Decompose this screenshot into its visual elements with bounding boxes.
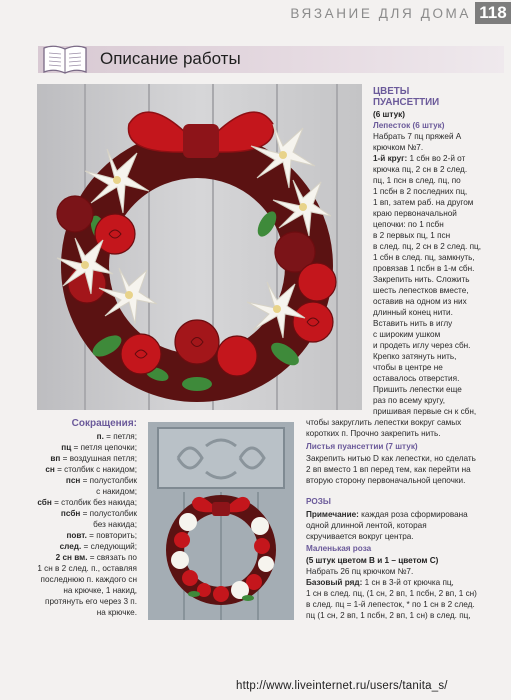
abbreviation-item xyxy=(0,519,137,531)
wreath-photo xyxy=(37,84,362,410)
leaves-line: вторую сторону первоначальной цепочки. xyxy=(306,476,466,485)
round1-line: оставив на одном из них xyxy=(373,297,467,306)
base-row-label: Базовый ряд: xyxy=(306,578,363,587)
abbr-key: пц xyxy=(61,443,72,452)
leaves-title: Листья пуансеттии (7 штук) xyxy=(306,442,418,451)
round1-line: и продеть иглу через сбн. xyxy=(373,341,471,350)
book-icon xyxy=(40,42,90,76)
abbr-value: = следующий; xyxy=(81,542,137,551)
abbreviation-item xyxy=(0,607,137,619)
round1-line: оставалось отверстия. xyxy=(373,374,460,383)
abbr-value: = полустолбик xyxy=(80,509,137,518)
crochet-wreath-illustration xyxy=(37,84,362,410)
abbreviation-item xyxy=(0,508,137,520)
running-title: ВЯЗАНИЕ ДЛЯ ДОМА xyxy=(290,6,471,21)
round1-line: длинный конец нити. xyxy=(373,308,453,317)
petal-finish-line: чтобы закруглить лепестки вокруг самых xyxy=(306,418,462,427)
abbr-key: псбн xyxy=(60,509,81,518)
abbreviation-item xyxy=(0,552,137,564)
small-rose-cast: Набрать 26 пц крючком №7. xyxy=(306,567,414,576)
round1-line: пришивая первые сн к сбн, xyxy=(373,407,477,416)
roses-note xyxy=(306,509,508,521)
door-wreath-illustration xyxy=(148,422,294,620)
wreath-on-door-photo xyxy=(148,422,294,620)
abbr-value: с накидом; xyxy=(96,487,137,496)
roses-heading: РОЗЫ xyxy=(306,497,331,506)
round1-line: чтобы в центре не xyxy=(373,363,443,372)
poinsettia-heading-2: ПУАНСЕТТИИ xyxy=(373,97,440,108)
small-rose-title: Маленькая роза xyxy=(306,544,372,553)
abbreviations-title: Сокращения: xyxy=(71,418,137,429)
round1-first: 1 сбн во 2-й от xyxy=(407,154,466,163)
abbr-value: = повторить; xyxy=(86,531,137,540)
round1-line: раз по всему кругу, xyxy=(373,396,445,405)
abbr-value: без накида; xyxy=(93,520,137,529)
round1-line: Вставить нить в иглу xyxy=(373,319,453,328)
abbreviation-item xyxy=(0,497,137,509)
abbr-key: сбн xyxy=(37,498,52,507)
abbreviation-item xyxy=(0,541,137,553)
round1-label: 1-й круг: xyxy=(373,154,408,163)
abbr-key: вп xyxy=(50,454,61,463)
petal-line: Набрать 7 пц пряжей А xyxy=(373,132,462,141)
base-row-line: 1 сн в след. пц, (1 сн, 2 вп, 1 псбн, 2 вп, 1 сн) xyxy=(306,589,477,598)
abbr-value: = петля цепочки; xyxy=(71,443,137,452)
section-title: Описание работы xyxy=(100,49,241,68)
round1-line: Крепко затянуть нить, xyxy=(373,352,457,361)
round1-line: в след. пц, 2 сн в 2 след. пц, xyxy=(373,242,482,251)
abbr-value: 1 сн в 2 след. п., оставляя xyxy=(37,564,137,573)
abbreviation-item xyxy=(0,453,137,465)
round1-line: 1 псбн в 2 последних пц, xyxy=(373,187,468,196)
abbr-key: 2 сн вм. xyxy=(55,553,88,562)
abbreviation-item xyxy=(0,464,137,476)
watermark-url: http://www.liveinternet.ru/users/tanita_s/ xyxy=(236,680,448,692)
petal-line: крючком №7. xyxy=(373,143,424,152)
petal-finish-line: коротких п. Прочно закрепить нить. xyxy=(306,429,441,438)
round1-line: 1 вп, затем раб. на другом xyxy=(373,198,474,207)
round1-line: Закрепить нить. Сложить xyxy=(373,275,470,284)
abbr-key: псн xyxy=(65,476,81,485)
round1-line: пц, 1 псн в след. пц, по xyxy=(373,176,461,185)
abbr-value: = петля; xyxy=(103,432,137,441)
abbr-value: = столбик без накида; xyxy=(51,498,137,507)
petal-title: Лепесток (6 штук) xyxy=(373,121,445,130)
round1-line: краю первоначальной xyxy=(373,209,457,218)
round1-line: с широким ушком xyxy=(373,330,441,339)
round1-line: в 2 первых пц, 1 псн xyxy=(373,231,451,240)
abbr-value: на крючке. xyxy=(96,608,137,617)
abbreviation-item xyxy=(0,563,137,575)
roses-note-line: скручивается вокруг центра. xyxy=(306,532,414,541)
poinsettia-heading-1: ЦВЕТЫ xyxy=(373,86,410,97)
page-number: 118 xyxy=(475,2,511,24)
abbr-key: сн xyxy=(45,465,55,474)
base-row-line xyxy=(306,577,508,589)
abbr-key: след. xyxy=(59,542,82,551)
round1-line: Пришить лепестки еще xyxy=(373,385,462,394)
roses-note-line: одной длинной лентой, которая xyxy=(306,521,427,530)
abbreviation-item xyxy=(0,596,137,608)
abbreviation-item xyxy=(0,486,137,498)
abbreviation-item xyxy=(0,585,137,597)
round1-line: крючка пц, 2 сн в 2 след. xyxy=(373,165,468,174)
small-rose-count: (5 штук цветом B и 1 – цветом C) xyxy=(306,556,439,565)
abbreviation-item xyxy=(0,574,137,586)
abbreviation-item xyxy=(0,530,137,542)
abbr-key: п. xyxy=(96,432,104,441)
abbr-value: = столбик с накидом; xyxy=(54,465,137,474)
base-row-line: пц (1 сн, 2 вп, 1 псбн, 2 вп, 1 сн) в след. пц, xyxy=(306,611,471,620)
abbr-value: последнюю п. каждого сн xyxy=(40,575,137,584)
poinsettia-count: (6 штук) xyxy=(373,110,405,119)
abbreviation-item xyxy=(0,442,137,454)
abbreviation-item xyxy=(0,431,137,443)
abbr-value: протянуть его через 3 п. xyxy=(45,597,137,606)
round1-line: шесть лепестков вместе, xyxy=(373,286,469,295)
round1-line: 1 сбн в след. пц, замкнуть, xyxy=(373,253,475,262)
roses-note-label: Примечание: xyxy=(306,510,359,519)
round1-line: цепочки: по 1 псбн xyxy=(373,220,444,229)
roses-note-first: каждая роза сформирована xyxy=(358,510,468,519)
abbr-key: повт. xyxy=(66,531,87,540)
abbreviation-item xyxy=(0,475,137,487)
abbr-value: на крючке, 1 накид, xyxy=(63,586,137,595)
base-row-first: 1 сн в 3-й от крючка пц, xyxy=(362,578,454,587)
abbr-value: = связать по xyxy=(87,553,137,562)
base-row-line: в след. пц = 1-й лепесток, * по 1 сн в 2 след. xyxy=(306,600,475,609)
round1-line: провязав 1 псбн в 1-м сбн. xyxy=(373,264,475,273)
abbr-value: = полустолбик xyxy=(80,476,137,485)
leaves-line: Закрепить нитью D как лепестки, но сделать xyxy=(306,454,476,463)
leaves-line: 2 вп вместо 1 вп перед тем, как перейти на xyxy=(306,465,471,474)
abbr-value: = воздушная петля; xyxy=(60,454,137,463)
round1-line xyxy=(373,153,508,165)
